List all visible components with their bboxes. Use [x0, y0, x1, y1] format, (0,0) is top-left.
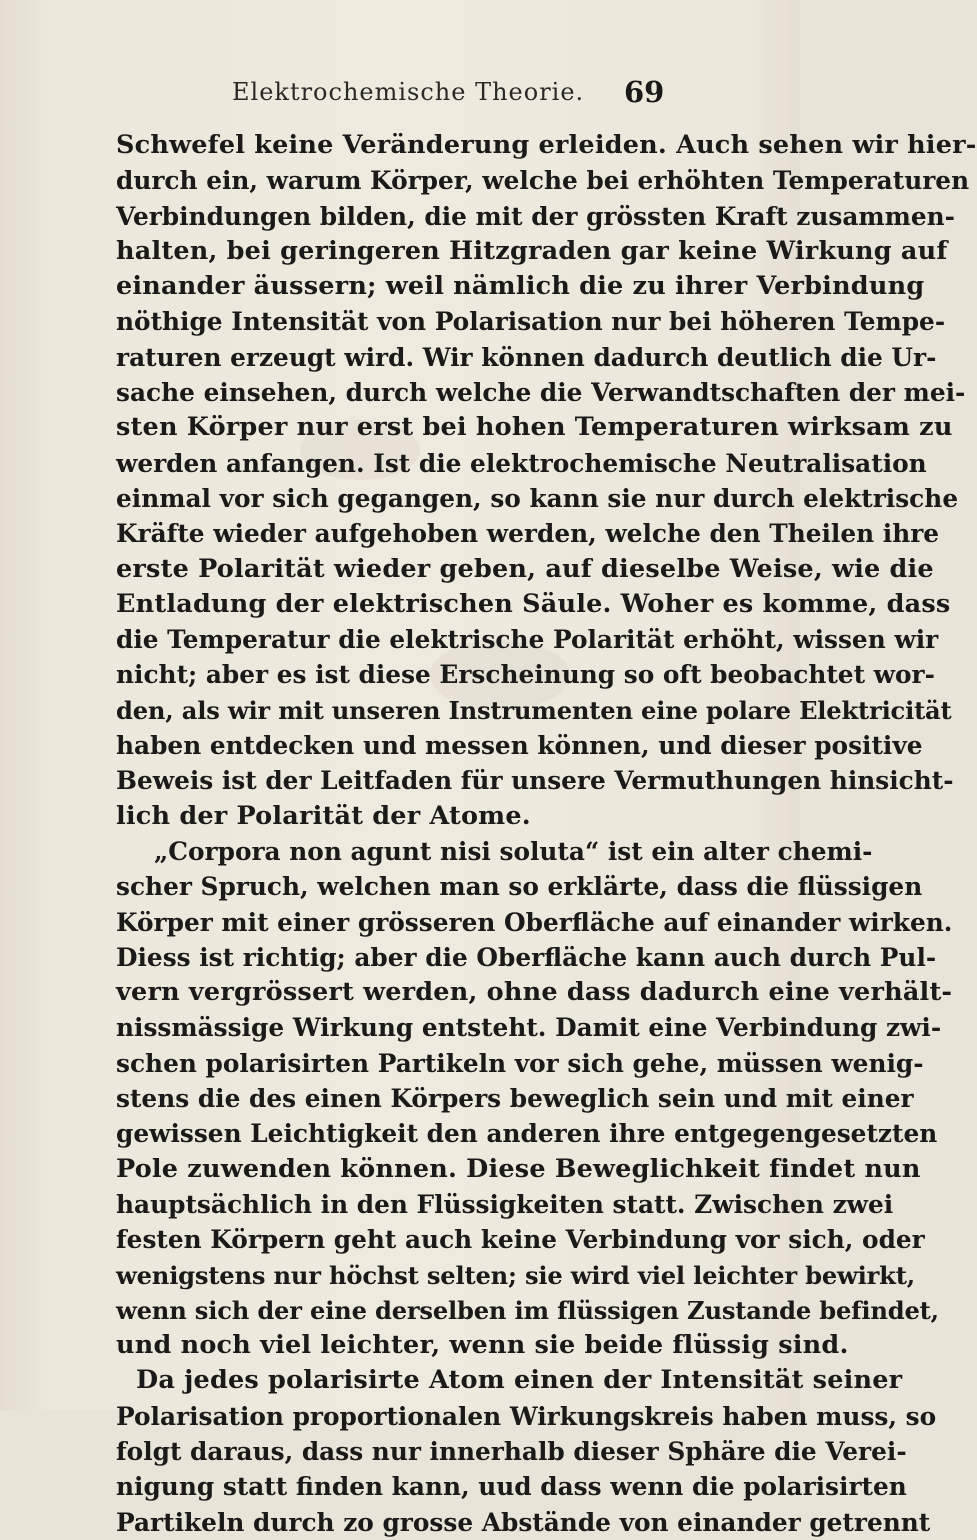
text-line: scher Spruch, welchen man so erklärte, dass die flüssigen [116, 872, 923, 902]
text-line: hauptsächlich in den Flüssigkeiten statt. Zwischen zwei [116, 1189, 894, 1219]
text-line: und noch viel leichter, wenn sie beide flüssig sind. [116, 1330, 849, 1361]
text-line: Partikeln durch zo grosse Abstände von einander getrennt [116, 1507, 931, 1537]
text-line: Beweis ist der Leitfaden für unsere Vermuthungen hinsicht- [116, 766, 954, 796]
text-line: vern vergrössert werden, ohne dass dadurch eine verhält- [116, 977, 953, 1008]
text-line: werden anfangen. Ist die elektrochemische Neutralisation [116, 448, 927, 478]
text-line: nigung statt finden kann, uud dass wenn die polarisirten [116, 1472, 907, 1502]
text-line: wenigstens nur höchst selten; sie wird viel leichter bewirkt, [116, 1260, 915, 1290]
text-line: Pole zuwenden können. Diese Beweglichkeit findet nun [116, 1153, 921, 1184]
text-line: den, als wir mit unseren Instrumenten eine polare Elektricität [116, 695, 952, 725]
text-line: stens die des einen Körpers beweglich sein und mit einer [116, 1084, 914, 1114]
text-line: schen polarisirten Partikeln vor sich gehe, müssen wenig- [116, 1048, 924, 1078]
text-line: erste Polarität wieder geben, auf dieselbe Weise, wie die [116, 553, 934, 584]
text-line: folgt daraus, dass nur innerhalb dieser Sphäre die Verei- [116, 1436, 907, 1466]
text-line: wenn sich der eine derselben im flüssigen Zustande befindet, [116, 1295, 939, 1325]
text-line: Verbindungen bilden, die mit der grössten Kraft zusammen- [116, 201, 955, 231]
text-line: sten Körper nur erst bei hohen Temperaturen wirksam zu [116, 412, 953, 443]
running-header [0, 75, 800, 112]
text-line: nissmässige Wirkung entsteht. Damit eine Verbindung zwi- [116, 1013, 942, 1043]
text-line: die Temperatur die elektrische Polarität erhöht, wissen wir [116, 625, 939, 655]
text-line: nicht; aber es ist diese Erscheinung so oft beobachtet wor- [116, 660, 935, 690]
text-line: Diess ist richtig; aber die Oberfläche kann auch durch Pul- [116, 942, 937, 972]
text-line: einander äussern; weil nämlich die zu ihrer Verbindung [116, 271, 925, 302]
text-line: nöthige Intensität von Polarisation nur bei höheren Tempe- [116, 307, 946, 337]
text-line: haben entdecken und messen können, und dieser positive [116, 731, 923, 761]
body-text [116, 128, 977, 1540]
text-line: raturen erzeugt wird. Wir können dadurch deutlich die Ur- [116, 342, 937, 372]
text-line: Polarisation proportionalen Wirkungskreis haben muss, so [116, 1401, 937, 1431]
text-line: „Corpora non agunt nisi soluta“ ist ein alter chemi- [154, 836, 873, 866]
text-line: einmal vor sich gegangen, so kann sie nur durch elektrische [116, 483, 959, 513]
text-line: Kräfte wieder aufgehoben werden, welche den Theilen ihre [116, 519, 940, 549]
text-line: lich der Polarität der Atome. [116, 800, 531, 831]
text-line: Da jedes polarisirte Atom einen der Intensität seiner [136, 1365, 903, 1396]
text-line: Körper mit einer grösseren Oberfläche auf einander wirken. [116, 907, 953, 937]
text-line: halten, bei geringeren Hitzgraden gar keine Wirkung auf [116, 235, 948, 266]
page-number: 69 [624, 75, 665, 109]
text-line: sache einsehen, durch welche die Verwandtschaften der mei- [116, 378, 966, 408]
text-line: durch ein, warum Körper, welche bei erhöhten Temperaturen [116, 166, 970, 196]
running-title: Elektrochemische Theorie. [232, 78, 585, 106]
text-line: festen Körpern geht auch keine Verbindung vor sich, oder [116, 1225, 925, 1255]
text-line: gewissen Leichtigkeit den anderen ihre entgegengesetzten [116, 1119, 938, 1149]
text-line: Entladung der elektrischen Säule. Woher es komme, dass [116, 588, 951, 619]
text-line: Schwefel keine Veränderung erleiden. Auch sehen wir hier- [116, 130, 977, 160]
